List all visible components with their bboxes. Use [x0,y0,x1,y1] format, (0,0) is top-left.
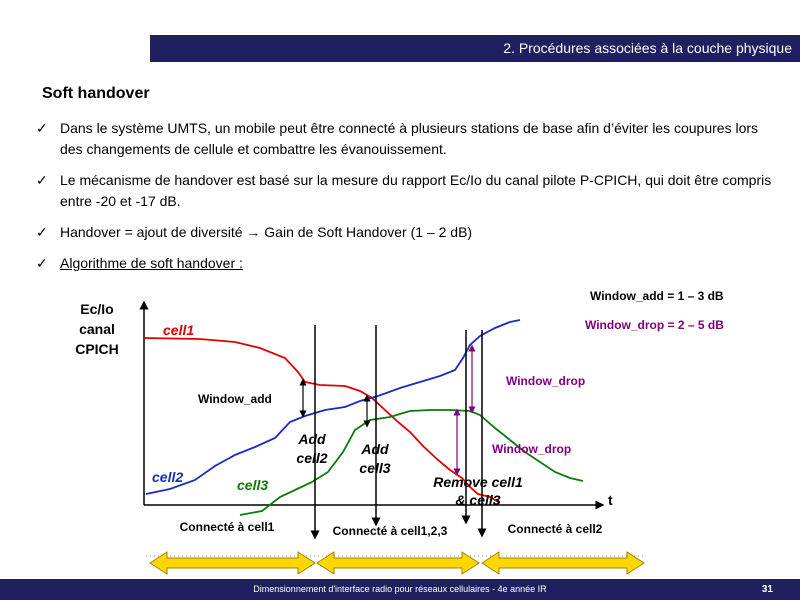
add-cell2-label-1: Add [298,431,326,447]
double-arrow-icon [482,552,644,574]
cell2-label: cell2 [152,469,184,485]
remove-label-2: & cell3 [455,492,501,508]
double-arrow-icon [150,552,315,574]
bullet-text: Algorithme de soft handover : [60,255,243,271]
page-number: 31 [761,584,773,595]
section-title: Soft handover [42,85,150,102]
slide-title: 2. Procédures associées à la couche physique [503,40,792,56]
add-cell3-label-1: Add [361,441,389,457]
double-arrow-icon [317,552,479,574]
add-cell3-label-2: cell3 [359,460,391,476]
cell1-label: cell1 [163,322,195,338]
state-label-cell1: Connecté à cell1 [179,520,275,534]
check-icon: ✓ [36,172,48,188]
bullet-text: Handover = ajout de diversité → Gain de Soft Handover (1 – 2 dB) [60,224,473,240]
remove-label-1: Remove cell1 [433,474,523,490]
window-drop-label-2: Window_drop [492,442,572,456]
y-axis-label-3: CPICH [75,341,119,357]
y-axis-label-1: Ec/Io [80,301,114,317]
check-icon: ✓ [36,224,48,240]
window-drop-label-1: Window_drop [506,374,586,388]
cell3-label: cell3 [237,477,269,493]
y-axis-label-2: canal [79,321,115,337]
check-icon: ✓ [36,255,48,271]
footer-bar [0,579,800,600]
state-label-cell123: Connecté à cell1,2,3 [332,524,448,538]
window-drop-legend: Window_drop = 2 – 5 dB [585,318,724,332]
state-label-cell2: Connecté à cell2 [507,522,603,536]
bullet-text: Dans le système UMTS, un mobile peut être connecté à plusieurs stations de base afin d’éviter les coupures lors des changements de cellule et combattre les évanouissement. [60,120,759,157]
check-icon: ✓ [36,120,48,136]
bullet-text: Le mécanisme de handover est basé sur la mesure du rapport Ec/Io du canal pilote P-CPICH, qui doit être compris entre -20 et -17 dB. [60,172,772,209]
footer-text: Dimensionnement d'interface radio pour réseaux cellulaires - 4e année IR [253,584,547,594]
add-cell2-label-2: cell2 [296,450,328,466]
cell3-curve [240,410,583,515]
t-axis-label: t [608,492,613,508]
window-add-legend: Window_add = 1 – 3 dB [590,289,724,303]
window-add-label: Window_add [198,392,272,406]
cell2-curve [146,320,520,494]
